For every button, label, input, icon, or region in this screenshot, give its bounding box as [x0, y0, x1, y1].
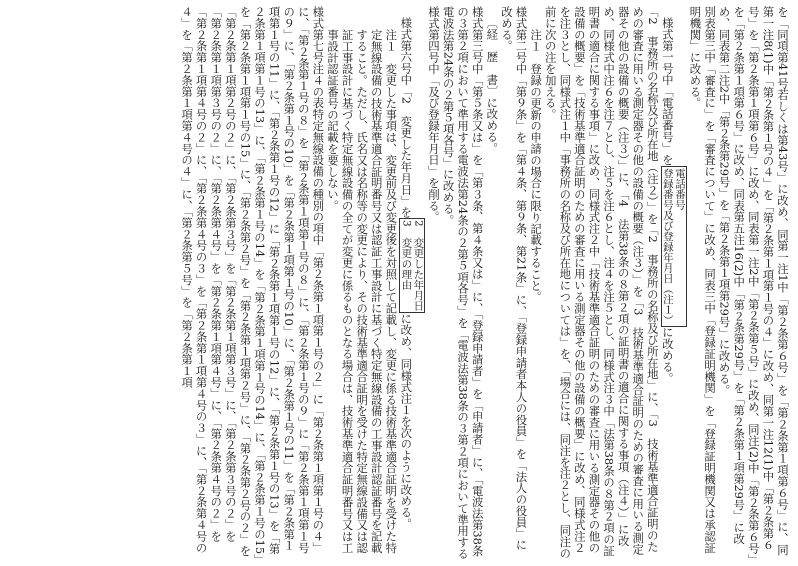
boxed-insert: [399, 218, 425, 313]
boxed-insert-line: 電話番号: [673, 167, 686, 210]
paragraph-text: 様式第二号中「第９条」を「第４条、第９条、第21条」に、「登録申請者本人の役員」を「法人の役員」に改める。: [499, 6, 529, 551]
body-paragraph: [688, 6, 717, 560]
paragraph-tail: に改める。: [660, 327, 675, 385]
body-paragraph: [717, 6, 790, 560]
boxed-insert-line: 3 変更の理由: [400, 220, 413, 291]
body-paragraph: [499, 6, 528, 560]
paragraph-text: 別表第三中「審査に」を「審査について」に改め、同表三中「登録証明機関」を「登録証明機関又は承認証明機関」に改める。: [688, 6, 718, 554]
heading-paragraph: [398, 6, 426, 560]
heading-paragraph: [485, 6, 500, 560]
paragraph-text: 様式第七号注４の表特定無線設備の種別の項中「第２条第１項第１号の２」に「第２条第１項第１号の４」に、「第２条第１号の８」を「第２条第１項第１号の８」に、「第２条第１号の９」に「第２条第１項第１号の９」に、「第２条第１号の10」を「第２条第１項第１号の10」に、「第２条第１号の11」を「第２条第１項第１号の11」に、「第２条第１号の12」に「第２条第１項第１号の12」に、「第２条第１号の13」を「第２条第１項第１号の13」に、「第２条第１号の14」を「第２条第１項第１号の14」に、「第２条第１号の15」を「第２条第１項第１号の15」に、「第２条第２号」を「第２条第１項第２号」に、「第２条第２号の２」を「第２条第１項第２号の２」に、「第２条第３号」を「第２条第１項第３号」に、「第２条第３号の２」を「第２条第１項第３号の２」に、「第２条第４号」を「第２条第１項第４号」に、「第２条第４号の２」を「第２条第１項第４号の２」に、「第２条第４号の３」を「第２条第１項第４号の３」に、「第２条第４号の４」を「第２条第１項第４号の４」に、「第２条第５号」を「第２条第１項: [180, 6, 326, 560]
paragraph-text: 様式第三号中「第５条又は」を「第３条、第４条又は」に、「登録申請者」を「申請者」に、「電波法第38条の３第２項において準用する電波法第24条の２第５項各号」を「電波法第38条の３第２項において準用する電波法第24条の２第５項各号」に改める。: [441, 6, 485, 560]
paragraph-text: 「2 事務所の名称及び所在地（注２）」を「2 事務所の名称及び所在地」に、「3 技術基準適合証明のための審査に用いる測定器その他の設備の概要（注３）」を「3 技術基準適合証明のための審査に用いる測定器その他の設備の概要（注３）」に、「4 法第38条の８第２項の証明書の適合に関する事項（注４）」に改め、同様式中注６を注７とし、注５を注６とし、注４を注５とし、同様式注３中「法第38条の８第２項の証明書の適合に関する事項」に改め、同様式注２中「技術基準適合証明のための審査に用いる測定器その他の設備の概要」を「技術基準適合証明のための審査に用いる測定器その他の設備の概要」に改め、同様式注２を注３とし、同様式注１中「事務所の名称及び所在地については」を、「場合には、同注を注２とし、同注の前に次の注を加える。: [543, 6, 660, 559]
paragraph-text: 様式第一号中「電話番号」を: [660, 17, 675, 166]
body-paragraph: [426, 6, 441, 560]
paragraph-text: を「同項第41号若しくは第43号」に改め、同第一注1中「第２条第６号」を「第２条第１項第６号」に、同第一注8(1)中「第２条第１号の４」を「第２条第１項第１号の４」に改め、同第一注12(1)中「第２条第６号」を「第２条第１項第６号」に改め、同表第一注2中「第２条第５号」に改め、同注(2)中「第２条第６号」を「第２条第１項第６号」に改め、同表第五注16(2)中「第２条第29号」を「第２条第１項第29号」に改め、同表第二注2中「第２条第29号」を「第２条第１項第29号」に改める。: [717, 6, 790, 560]
heading-paragraph: [660, 6, 688, 560]
paragraph-text: 注１ 変更した事項は、変更前及び変更後を対照して記載し、変更に係る技術基準適合証明を受けた特定無線設備の技術基準適合証明番号又は認証工事設計に基づく特定無線設備の工事設計認証番号を記載すること。ただし、氏名又は名称等の変更により、その技術基準適合証明を受けた特定無線設備又は認証工事設計に基づく特定無線設備の全てが変更に係るものとなる場合は、技術基準適合証明番号又は工事設計認証番号の記載を要しない。: [325, 28, 399, 554]
boxed-insert-line: 2 変更した年月日: [412, 220, 425, 312]
body-paragraph: [441, 6, 485, 560]
note-paragraph: [529, 6, 544, 560]
paragraph-text: 注１ 登録の更新の申請の場合に限り記載すること。: [529, 28, 544, 303]
paragraph-text: 様式第四号中「及び登録年月日」を削る。: [426, 6, 441, 223]
body-paragraph: [543, 6, 660, 560]
paragraph-text: 〔経 歴 書〕に改める。: [485, 17, 500, 155]
paragraph-text: 様式第六号中「2 変更した年月日」を: [399, 17, 414, 219]
boxed-insert: [661, 166, 687, 328]
paragraph-tail: に改め、同様式注１を次のように改める。: [399, 313, 414, 530]
boxed-insert-line: 登録番号及び登録年月日（注１）: [661, 167, 674, 326]
note-paragraph: [325, 6, 398, 560]
body-paragraph: [179, 6, 325, 560]
